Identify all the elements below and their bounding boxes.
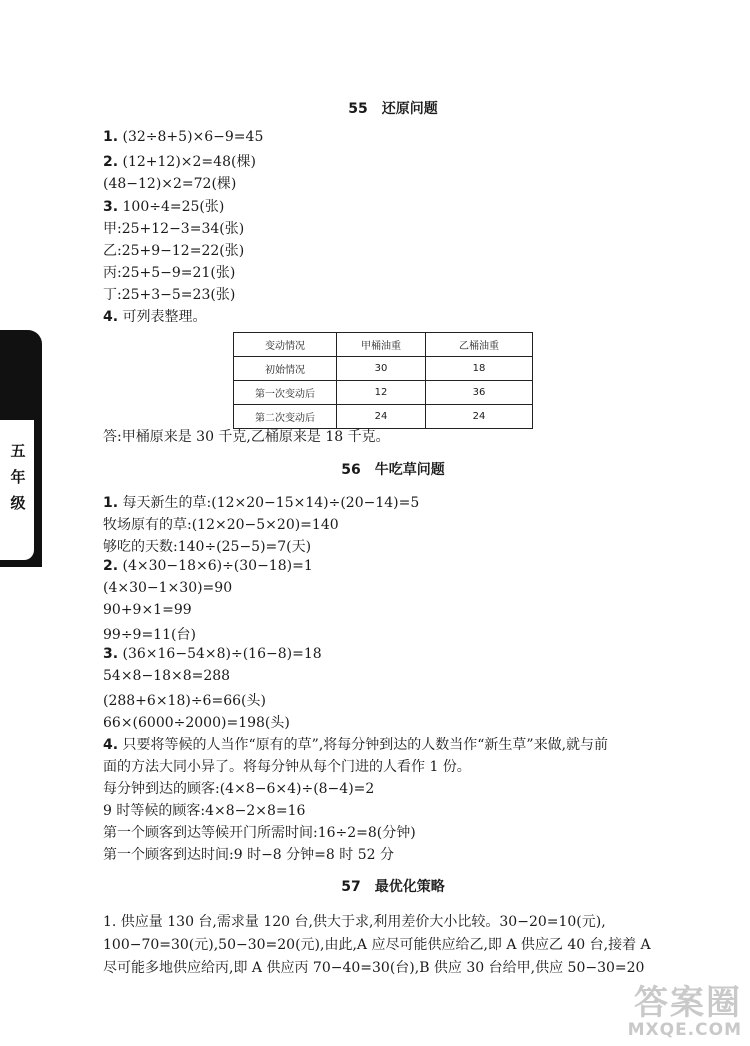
grade-label [6, 438, 30, 516]
table-row [234, 357, 533, 381]
grade-char: 年 [10, 468, 26, 486]
answer-line: 99÷9=11(台) [103, 627, 196, 643]
answer-line: 尽可能多地供应给丙,即 A 供应丙 70−40=30(台),B 供应 30 台给甲,供应 50−30=20 [103, 960, 645, 976]
table-cell: 12 [337, 381, 426, 405]
answer-line: 丁:25+3−5=23(张) [103, 287, 236, 303]
answer-line: 3. (36×16−54×8)÷(16−8)=18 [103, 646, 322, 662]
answer-line: 66×(6000÷2000)=198(头) [103, 715, 290, 731]
answer-line: 第一个顾客到达时间:9 时−8 分钟=8 时 52 分 [103, 847, 394, 863]
table-header-row [234, 333, 533, 357]
oil-table [233, 332, 533, 429]
watermark-logo-text: 答案圈 [634, 983, 742, 1024]
table-row [234, 381, 533, 405]
table-row [234, 405, 533, 429]
answer-line: 9 时等候的顾客:4×8−2×8=16 [103, 803, 306, 819]
table-cell: 24 [337, 405, 426, 429]
answer-line: 1. (32÷8+5)×6−9=45 [103, 129, 264, 145]
answer-line: 牧场原有的草:(12×20−5×20)=140 [103, 517, 339, 533]
answer-line: 54×8−18×8=288 [103, 668, 231, 684]
answer-line: 面的方法大同小异了。将每分钟从每个门进的人看作 1 份。 [103, 759, 471, 775]
table-cell: 24 [426, 405, 533, 429]
answer-line: 4. 可列表整理。 [103, 309, 207, 325]
answer-line: (288+6×18)÷6=66(头) [103, 693, 266, 709]
table-cell: 30 [337, 357, 426, 381]
watermark [627, 983, 742, 1041]
answer-statement: 答:甲桶原来是 30 千克,乙桶原来是 18 千克。 [103, 429, 390, 445]
table-cell: 第二次变动后 [234, 405, 337, 429]
table-header: 乙桶油重 [426, 333, 533, 357]
answer-line: 乙:25+9−12=22(张) [103, 243, 245, 259]
table-cell: 第一次变动后 [234, 381, 337, 405]
answer-line: 3. 100÷4=25(张) [103, 199, 225, 215]
table-header: 甲桶油重 [337, 333, 426, 357]
answer-line: 够吃的天数:140÷(25−5)=7(天) [103, 539, 312, 555]
grade-char: 级 [10, 494, 26, 512]
grade-char: 五 [10, 442, 26, 460]
answer-line: 90+9×1=99 [103, 602, 192, 618]
answer-line: 每分钟到达的顾客:(4×8−6×4)÷(8−4)=2 [103, 781, 375, 797]
watermark-url: MXQE.COM [627, 1020, 742, 1041]
table-cell: 18 [426, 357, 533, 381]
answer-line: 第一个顾客到达等候开门所需时间:16÷2=8(分钟) [103, 825, 416, 841]
table-cell: 36 [426, 381, 533, 405]
answer-line: 2. (4×30−18×6)÷(30−18)=1 [103, 558, 313, 574]
section-57-heading: 57 最优化策略 [341, 879, 445, 895]
answer-line: (48−12)×2=72(棵) [103, 176, 237, 192]
answer-line: 2. (12+12)×2=48(棵) [103, 154, 256, 170]
answer-line: (4×30−1×30)=90 [103, 580, 233, 596]
answer-line: 1. 每天新生的草:(12×20−15×14)÷(20−14)=5 [103, 495, 420, 511]
answer-line: 1. 供应量 130 台,需求量 120 台,供大于求,利用差价大小比较。30−20=10(元), [103, 914, 606, 930]
table-header: 变动情况 [234, 333, 337, 357]
section-56-heading: 56 牛吃草问题 [341, 462, 445, 478]
answer-line: 4. 只要将等候的人当作“原有的草”,将每分钟到达的人数当作“新生草”来做,就与前 [103, 737, 609, 753]
answer-line: 丙:25+5−9=21(张) [103, 265, 236, 281]
answer-line: 100−70=30(元),50−30=20(元),由此,A 应尽可能供应给乙,即 A 供应乙 40 台,接着 A [103, 937, 651, 953]
table-cell: 初始情况 [234, 357, 337, 381]
answer-line: 甲:25+12−3=34(张) [103, 221, 245, 237]
section-55-heading: 55 还原问题 [348, 101, 438, 117]
